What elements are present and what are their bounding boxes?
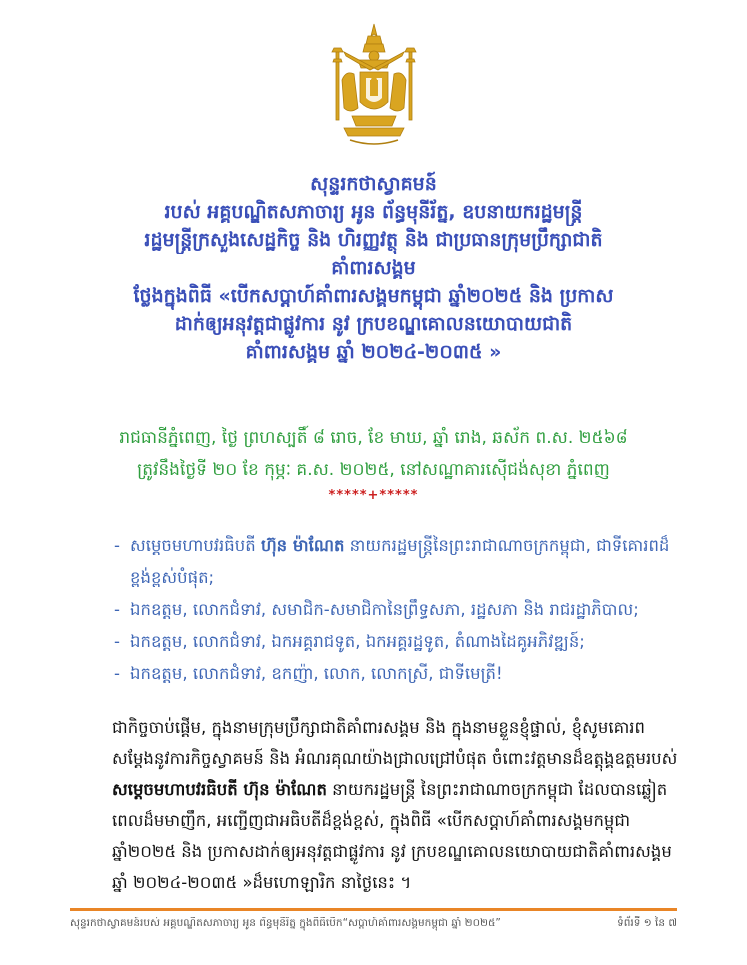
bullet-dash: - — [114, 664, 120, 683]
venue-line: ត្រូវនឹងថ្ងៃទី ២០ ខែ កុម្ភៈ គ.ស. ២០២៥, នៅសណ្ឋាគារស៊ើជង់សុខា ភ្នំពេញ — [137, 460, 610, 480]
salutation-item — [114, 594, 689, 626]
paragraph-text: នាយករដ្ឋមន្ត្រី នៃព្រះរាជាណាចក្រកម្ពុជា ដែលបានឆ្លៀតពេលដ៏មមាញឹក, អញ្ជើញជាអធិបតីដ៏ខ្ពង់ខ្ពស់, ក្នុងពិធី «បើកសប្តាហ៍គាំពារសង្គមកម្ពុជា ឆ្នាំ២០២៥ និង ប្រកាសដាក់ឲ្យអនុវត្តជាផ្លូវការ នូវ ក្របខណ្ឌគោលនយោបាយជាតិគាំពារសង្គម ឆ្នាំ ២០២៤-២០៣៥ »ដ៏មហោឡារិក នាថ្ងៃនេះ ។ — [112, 780, 672, 892]
date-place-block — [70, 422, 677, 486]
title-line: រដ្ឋមន្ត្រីក្រសួងសេដ្ឋកិច្ច និង ហិរញ្ញវត្ថុ និង ជាប្រធានក្រុមប្រឹក្សាជាតិ — [144, 229, 603, 251]
title-line: គាំពារសង្គម — [331, 257, 416, 279]
title-line: គាំពារសង្គម ឆ្នាំ ២០២៤-២០៣៥ » — [245, 341, 502, 363]
title-line: របស់ អគ្គបណ្ឌិតសភាចារ្យ អូន ព័ន្ធមុនីរ័ត្ន, ឧបនាយករដ្ឋមន្ត្រី — [164, 201, 583, 223]
royal-coat-of-arms-icon — [330, 22, 418, 150]
salutation-item — [114, 626, 689, 658]
salutation-text: នាយករដ្ឋមន្ត្រីនៃព្រះរាជាណាចក្រកម្ពុជា, ជាទីគោរពដ៏ខ្ពង់ខ្ពស់បំផុត; — [130, 536, 670, 587]
salutation-text: ឯកឧត្តម, លោកជំទាវ, ឯកអគ្គរាជទូត, ឯកអគ្គរដ្ឋទូត, តំណាងដៃគូអភិវឌ្ឍន៍; — [130, 632, 585, 651]
salutation-text: ឯកឧត្តម, លោកជំទាវ, សមាជិក-សមាជិកានៃព្រឹទ្ធសភា, រដ្ឋសភា និង រាជរដ្ឋាភិបាល; — [130, 600, 639, 619]
title-line: ដាក់ឲ្យអនុវត្តជាផ្លូវការ នូវ ក្របខណ្ឌគោលនយោបាយជាតិ — [174, 313, 573, 335]
footer-divider — [70, 908, 677, 911]
title-line: ថ្លែងក្នុងពិធី «បើកសប្តាហ៍គាំពារសង្គមកម្ពុជា ឆ្នាំ២០២៥ និង ប្រកាស — [133, 285, 614, 307]
salutation-item — [114, 658, 689, 690]
bullet-dash: - — [114, 600, 120, 619]
body-paragraph — [112, 712, 678, 898]
bullet-dash: - — [114, 536, 120, 555]
bullet-dash: - — [114, 632, 120, 651]
page-number: ទំព័រទី ១ នៃ ៧ — [617, 917, 677, 929]
salutation-list — [114, 530, 689, 690]
salutation-item — [114, 530, 689, 594]
salutation-text: ឯកឧត្តម, លោកជំទាវ, ឧកញ៉ា, លោក, លោកស្រី, ជាទីមេត្រី! — [130, 664, 503, 683]
footer-caption: សុន្ទរកថាស្វាគមន៍របស់ អគ្គបណ្ឌិតសភាចារ្យ អូន ព័ន្ធមុនីរ័ត្ន ក្នុងពិធីបើក“សប្តាហ៍គាំពារសង្គមកម្ពុជា ឆ្នាំ ២០២៥” — [70, 917, 501, 929]
speech-title — [70, 170, 677, 366]
separator: *****+***** — [328, 488, 419, 503]
paragraph-text: ជាកិច្ចចាប់ផ្តើម, ក្នុងនាមក្រុមប្រឹក្សាជាតិគាំពារសង្គម និង ក្នុងនាមខ្លួនខ្ញុំផ្ទាល់, ខ្ញុំសូមគោរពសម្តែងនូវការកិច្ចស្វាគមន៍ និង អំណរគុណយ៉ាងជ្រាលជ្រៅបំផុត ចំពោះវត្តមានដ៏ឧត្តុង្គឧត្តមរបស់ — [112, 718, 678, 768]
prime-minister-title-bold: សម្តេចមហាបវរធិបតី ហ៊ុន ម៉ាណែត — [112, 780, 327, 799]
date-line: រាជធានីភ្នំពេញ, ថ្ងៃ ព្រហស្បតិ៍ ៨ រោច, ខែ មាឃ, ឆ្នាំ រោង, ឆស័ក ព.ស. ២៥៦៨ — [119, 428, 628, 448]
title-line: សុន្ទរកថាស្វាគមន៍ — [310, 173, 437, 195]
salutation-text: សម្តេចមហាបវរធិបតី — [130, 536, 261, 555]
prime-minister-name: ហ៊ុន ម៉ាណែត — [260, 536, 345, 555]
